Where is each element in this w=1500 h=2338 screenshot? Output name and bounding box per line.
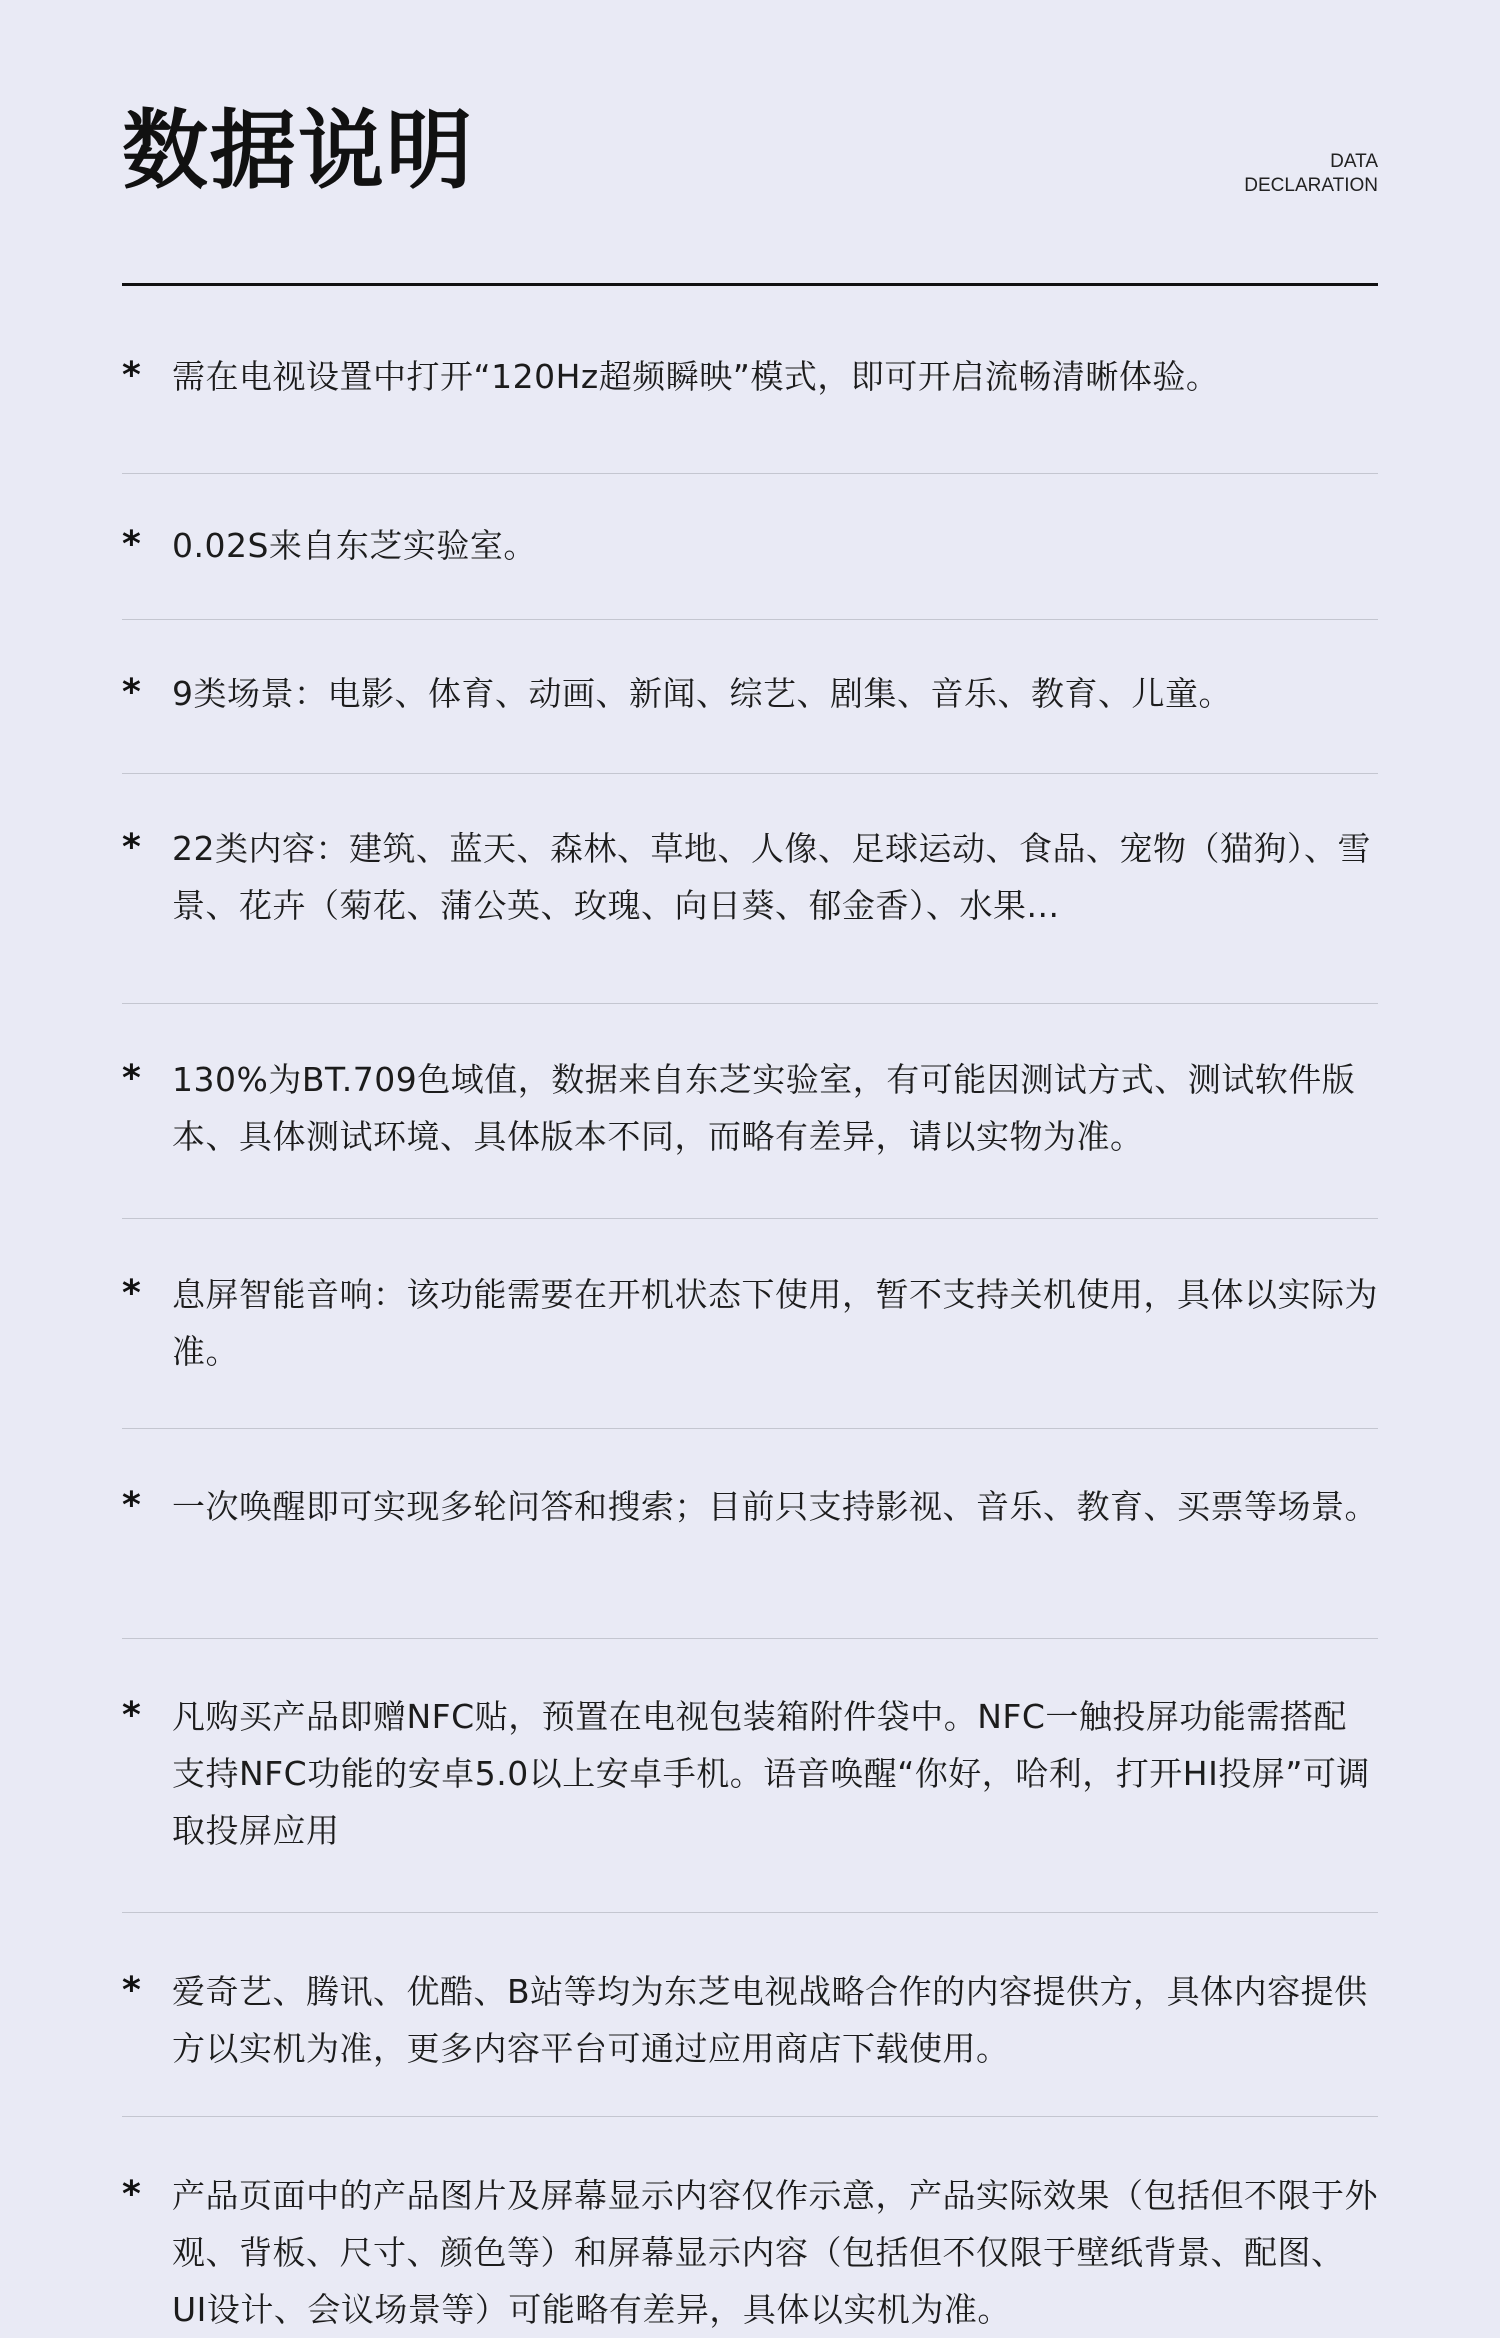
item-text: 爱奇艺、腾讯、优酷、B站等均为东芝电视战略合作的内容提供方，具体内容提供方以实机为准，更多内容平台可通过应用商店下载使用。: [172, 1972, 1368, 2068]
list-item: [122, 774, 1378, 1004]
item-text: 22类内容：建筑、蓝天、森林、草地、人像、足球运动、食品、宠物（猫狗）、雪景、花卉（菊花、蒲公英、玫瑰、向日葵、郁金香）、水果...: [172, 829, 1371, 925]
item-text: 息屏智能音响：该功能需要在开机状态下使用，暂不支持关机使用，具体以实际为准。: [172, 1275, 1378, 1371]
list-item: [122, 1913, 1378, 2117]
asterisk-icon: *: [122, 827, 141, 868]
item-text: 产品页面中的产品图片及屏幕显示内容仅作示意，产品实际效果（包括但不限于外观、背板、尺寸、颜色等）和屏幕显示内容（包括但不仅限于壁纸背景、配图、UI设计、会议场景等）可能略有差异，具体以实机为准。: [172, 2176, 1378, 2329]
item-text: 需在电视设置中打开“120Hz超频瞬映”模式，即可开启流畅清晰体验。: [172, 357, 1220, 396]
list-item: [122, 474, 1378, 620]
page-header: [122, 96, 1378, 206]
list-item: [122, 286, 1378, 474]
item-text: 一次唤醒即可实现多轮问答和搜索；目前只支持影视、音乐、教育、买票等场景。: [172, 1487, 1378, 1526]
asterisk-icon: *: [122, 1695, 141, 1736]
list-item: [122, 1004, 1378, 1219]
asterisk-icon: *: [122, 1058, 141, 1099]
asterisk-icon: *: [122, 1485, 141, 1526]
asterisk-icon: *: [122, 2174, 141, 2215]
subtitle-line-2: DECLARATION: [1244, 175, 1378, 196]
declaration-list: [122, 286, 1378, 2329]
list-item: [122, 1639, 1378, 1913]
asterisk-icon: *: [122, 672, 141, 713]
asterisk-icon: *: [122, 524, 141, 565]
item-text: 9类场景：电影、体育、动画、新闻、综艺、剧集、音乐、教育、儿童。: [172, 674, 1232, 713]
item-text: 凡购买产品即赠NFC贴，预置在电视包装箱附件袋中。NFC一触投屏功能需搭配支持NFC功能的安卓5.0以上安卓手机。语音唤醒“你好，哈利，打开HI投屏”可调取投屏应用: [172, 1697, 1370, 1850]
list-item: [122, 2117, 1378, 2329]
list-item: [122, 1429, 1378, 1639]
asterisk-icon: *: [122, 1273, 141, 1314]
list-item: [122, 620, 1378, 774]
page-subtitle: [1244, 150, 1378, 198]
asterisk-icon: *: [122, 1970, 141, 2011]
asterisk-icon: *: [122, 355, 141, 396]
subtitle-line-1: DATA: [1330, 151, 1378, 172]
page-title: 数据说明: [122, 101, 474, 201]
item-text: 0.02S来自东芝实验室。: [172, 526, 537, 565]
item-text: 130%为BT.709色域值，数据来自东芝实验室，有可能因测试方式、测试软件版本、具体测试环境、具体版本不同，而略有差异，请以实物为准。: [172, 1060, 1356, 1156]
list-item: [122, 1219, 1378, 1429]
